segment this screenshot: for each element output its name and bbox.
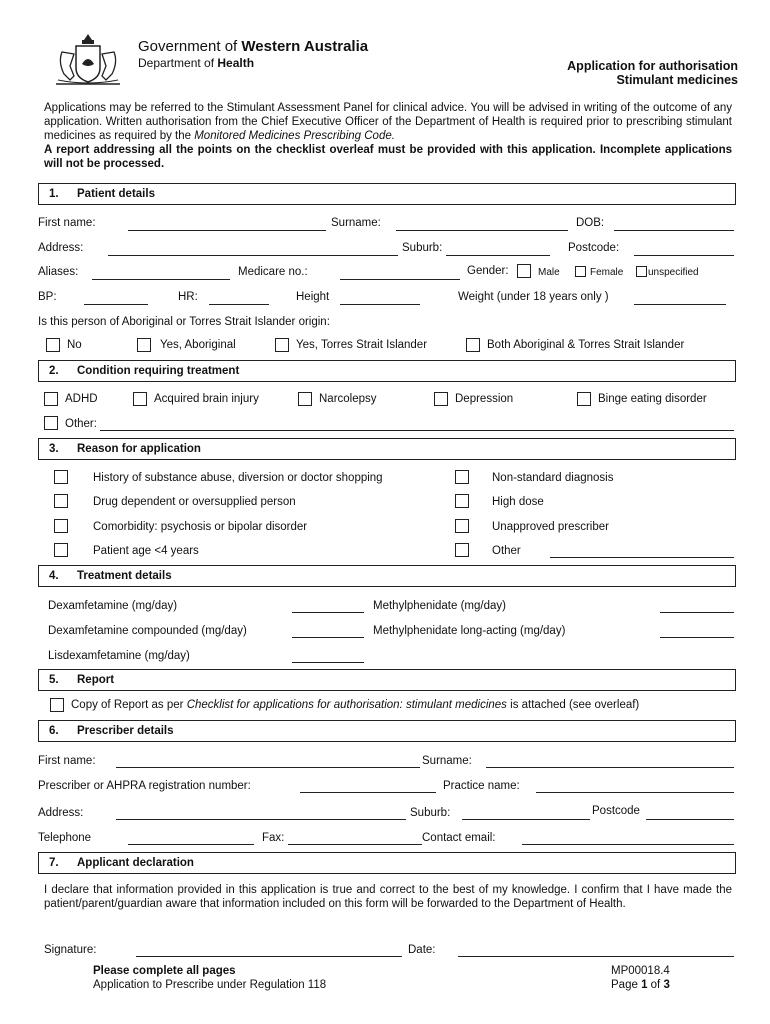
weight-label: Weight (under 18 years only ) [458, 291, 609, 303]
department-title: Department of Health [138, 56, 255, 70]
hr-label: HR: [178, 291, 198, 303]
reason-left-label-1: History of substance abuse, diversion or doctor shopping [93, 472, 383, 484]
condition-other-checkbox[interactable] [44, 416, 58, 430]
patient-suburb-field[interactable] [446, 255, 550, 256]
reason-left-checkbox-2[interactable] [54, 494, 68, 508]
prescriber-suburb-label: Suburb: [410, 807, 451, 819]
reason-right-label-4: Other [492, 545, 521, 557]
footer-regulation: Application to Prescribe under Regulation 118 [93, 979, 327, 991]
condition-narcolepsy-label: Narcolepsy [319, 393, 377, 405]
patient-first-name-label: First name: [38, 217, 96, 229]
condition-depression-checkbox[interactable] [434, 392, 448, 406]
condition-narcolepsy-checkbox[interactable] [298, 392, 312, 406]
patient-first-name-field[interactable] [128, 230, 326, 231]
report-attached-label: Copy of Report as per Checklist for applications for authorisation: stimulant medicines is attached (see overleaf) [71, 699, 640, 711]
lisdexamfetamine-label: Lisdexamfetamine (mg/day) [48, 650, 190, 662]
origin-no-checkbox[interactable] [46, 338, 60, 352]
fax-label: Fax: [262, 832, 285, 844]
reason-left-label-4: Patient age <4 years [93, 545, 199, 557]
section-6-header: 6. Prescriber details [38, 720, 736, 742]
condition-binge-label: Binge eating disorder [598, 393, 707, 405]
methylphenidate-label: Methylphenidate (mg/day) [373, 600, 506, 612]
form-code: MP00018.4 [611, 965, 670, 977]
dexamfetamine-compounded-field[interactable] [292, 637, 364, 638]
prescriber-suburb-field[interactable] [462, 819, 590, 820]
gender-female-checkbox[interactable] [575, 266, 586, 277]
patient-suburb-label: Suburb: [402, 242, 443, 254]
date-field[interactable] [458, 956, 734, 957]
telephone-label: Telephone [38, 832, 92, 844]
reason-left-label-2: Drug dependent or oversupplied person [93, 496, 296, 508]
section-7-header: 7. Applicant declaration [38, 852, 736, 874]
reason-left-label-3: Comorbidity: psychosis or bipolar disorder [93, 521, 308, 533]
patient-postcode-field[interactable] [634, 255, 734, 256]
reason-right-checkbox-2[interactable] [455, 494, 469, 508]
signature-field[interactable] [136, 956, 402, 957]
signature-label: Signature: [44, 944, 97, 956]
section-5-header: 5. Report [38, 669, 736, 691]
origin-torres-checkbox[interactable] [275, 338, 289, 352]
patient-dob-label: DOB: [576, 217, 605, 229]
prescriber-first-name-label: First name: [38, 755, 96, 767]
condition-adhd-checkbox[interactable] [44, 392, 58, 406]
coat-of-arms-logo [48, 30, 128, 90]
origin-no-label: No [67, 339, 82, 351]
methylphenidate-field[interactable] [660, 612, 734, 613]
bp-label: BP: [38, 291, 57, 303]
patient-surname-label: Surname: [331, 217, 381, 229]
condition-other-field[interactable] [100, 430, 734, 431]
prescriber-address-label: Address: [38, 807, 84, 819]
prescriber-surname-field[interactable] [486, 767, 734, 768]
section-1-header: 1. Patient details [38, 183, 736, 205]
origin-aboriginal-label: Yes, Aboriginal [160, 339, 236, 351]
patient-address-label: Address: [38, 242, 84, 254]
origin-aboriginal-checkbox[interactable] [137, 338, 151, 352]
height-label: Height [296, 291, 330, 303]
contact-email-field[interactable] [522, 844, 734, 845]
practice-name-field[interactable] [536, 792, 734, 793]
prescriber-reg-field[interactable] [300, 792, 436, 793]
intro-text: Applications may be referred to the Stimulant Assessment Panel for clinical advice. You will be advised in writing of the outcome of any application. Written authorisation from the Chief Executive Officer of the Department of Health is required prior to prescribing stimulant medicines as required by the Monitored Medicines Prescribing Code. A report addressing all the points on the checklist overleaf must be provided with this application. Incomplete applications will not be processed. [44, 102, 732, 170]
condition-abi-label: Acquired brain injury [154, 393, 259, 405]
prescriber-first-name-field[interactable] [116, 767, 420, 768]
origin-question: Is this person of Aboriginal or Torres Strait Islander origin: [38, 316, 330, 328]
medicare-field[interactable] [340, 279, 460, 280]
reason-other-field[interactable] [550, 557, 734, 558]
medicare-label: Medicare no.: [238, 266, 308, 278]
reason-left-checkbox-3[interactable] [54, 519, 68, 533]
prescriber-postcode-label: Postcode [592, 805, 640, 817]
reason-right-label-3: Unapproved prescriber [492, 521, 609, 533]
condition-abi-checkbox[interactable] [133, 392, 147, 406]
hr-field[interactable] [209, 304, 269, 305]
reason-right-checkbox-4[interactable] [455, 543, 469, 557]
contact-email-label: Contact email: [422, 832, 496, 844]
gender-unspecified-checkbox[interactable] [636, 266, 647, 277]
prescriber-address-field[interactable] [116, 819, 406, 820]
height-field[interactable] [340, 304, 420, 305]
government-title: Government of Western Australia [138, 38, 369, 55]
reason-right-label-2: High dose [492, 496, 544, 508]
patient-dob-field[interactable] [614, 230, 734, 231]
patient-aliases-field[interactable] [92, 279, 230, 280]
form-title: Application for authorisation Stimulant medicines [567, 59, 738, 87]
weight-field[interactable] [634, 304, 726, 305]
declaration-text: I declare that information provided in this application is true and correct to the best of my knowledge. I confirm that I have made the patient/parent/guardian aware that information included on this form will be forwarded to the Department of Health. [44, 884, 732, 910]
reason-right-checkbox-1[interactable] [455, 470, 469, 484]
dexamfetamine-compounded-label: Dexamfetamine compounded (mg/day) [48, 625, 247, 637]
patient-aliases-label: Aliases: [38, 266, 79, 278]
bp-field[interactable] [84, 304, 148, 305]
patient-address-field[interactable] [108, 255, 398, 256]
page-number: Page 1 of 3 [611, 979, 670, 991]
patient-postcode-label: Postcode: [568, 242, 620, 254]
prescriber-postcode-field[interactable] [646, 819, 734, 820]
condition-other-label: Other: [65, 418, 97, 430]
patient-surname-field[interactable] [396, 230, 568, 231]
gender-male-checkbox[interactable] [517, 264, 531, 278]
gender-label: Gender: [467, 265, 509, 277]
gender-unspecified-label: unspecified [648, 267, 699, 278]
reason-left-checkbox-1[interactable] [54, 470, 68, 484]
dexamfetamine-label: Dexamfetamine (mg/day) [48, 600, 178, 612]
methylphenidate-la-label: Methylphenidate long-acting (mg/day) [373, 625, 566, 637]
methylphenidate-la-field[interactable] [660, 637, 734, 638]
origin-torres-label: Yes, Torres Strait Islander [296, 339, 428, 351]
origin-both-checkbox[interactable] [466, 338, 480, 352]
origin-both-label: Both Aboriginal & Torres Strait Islander [487, 339, 685, 351]
fax-field[interactable] [288, 844, 422, 845]
dexamfetamine-field[interactable] [292, 612, 364, 613]
section-2-header: 2. Condition requiring treatment [38, 360, 736, 382]
lisdexamfetamine-field[interactable] [292, 662, 364, 663]
section-4-header: 4. Treatment details [38, 565, 736, 587]
date-label: Date: [408, 944, 436, 956]
prescriber-reg-label: Prescriber or AHPRA registration number: [38, 780, 251, 792]
prescriber-surname-label: Surname: [422, 755, 472, 767]
condition-binge-checkbox[interactable] [577, 392, 591, 406]
report-attached-checkbox[interactable] [50, 698, 64, 712]
reason-left-checkbox-4[interactable] [54, 543, 68, 557]
footer-complete-note: Please complete all pages [93, 965, 236, 977]
gender-female-label: Female [590, 267, 624, 278]
condition-adhd-label: ADHD [65, 393, 98, 405]
gender-male-label: Male [538, 267, 560, 278]
practice-name-label: Practice name: [443, 780, 520, 792]
section-3-header: 3. Reason for application [38, 438, 736, 460]
telephone-field[interactable] [128, 844, 254, 845]
reason-right-checkbox-3[interactable] [455, 519, 469, 533]
reason-right-label-1: Non-standard diagnosis [492, 472, 614, 484]
condition-depression-label: Depression [455, 393, 514, 405]
